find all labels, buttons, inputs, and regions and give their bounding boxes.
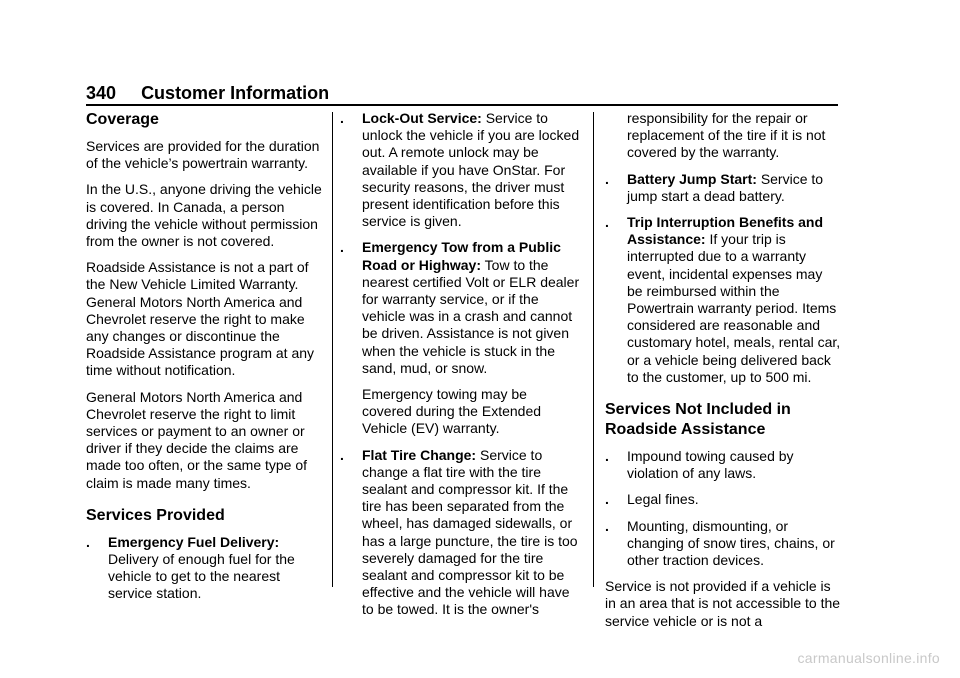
item-lead: Emergency Fuel Delivery: (108, 533, 280, 550)
item-text: Legal fines. (627, 491, 699, 508)
item-lead: Trip Interruption Benefits and Assistance: (627, 214, 824, 248)
header-rule (86, 104, 838, 106)
bullet: . (605, 214, 609, 231)
services-list (605, 171, 841, 386)
item-text: Tow to the nearest certified Volt or ELR dealer for warranty service, or if the vehicle was in a crash and cannot be driven. Assistance is not given when the vehicle is stuck in the sand, mud, or snow. (362, 256, 580, 376)
list-item (605, 518, 841, 570)
item-lead: Emergency Tow from a Public Road or Highway: (362, 239, 561, 273)
page-number: 340 (86, 83, 117, 103)
item-text: Service to change a flat tire with the tire sealant and compressor kit. If the tire has been separated from the wheel, has damaged sidewalls, or has a large puncture, the tire is too severely damaged for the tire sealant and compressor kit to be effective and the vehicle will have to be towed. It is the owner's (362, 446, 578, 618)
list-item (340, 447, 580, 619)
not-included-list (605, 448, 841, 569)
coverage-paragraph: General Motors North America and Chevrolet reserve the right to limit services or payment to an owner or driver if they decide the claims are made too often, or the same type of claim is made many times. (86, 388, 308, 491)
bullet: . (605, 517, 609, 534)
list-item (605, 214, 841, 386)
bullet: . (340, 239, 344, 256)
list-item (86, 534, 322, 603)
bullet: . (86, 533, 90, 550)
item-text: If your trip is interrupted due to a warranty event, incidental expenses may be reimbursed within the Powertrain warranty period. Items considered are reasonable and customary hotel, meals, rental car, or a vehicle being delivered back to the customer, up to 500 mi. (627, 231, 841, 385)
bullet: . (340, 110, 344, 126)
list-item (340, 110, 580, 230)
services-list (340, 110, 580, 619)
item-text: Impound towing caused by violation of any laws. (627, 448, 794, 482)
column-3 (605, 110, 841, 639)
coverage-paragraph: Services are provided for the duration of the vehicle’s powertrain warranty. (86, 138, 320, 172)
item-text: Mounting, dismounting, or changing of snow tires, chains, or other traction devices. (627, 517, 835, 569)
coverage-heading: Coverage (86, 111, 159, 128)
coverage-paragraph: Roadside Assistance is not a part of the New Vehicle Limited Warranty. General Motors North America and Chevrolet reserve the right to make any changes or discontinue the Roadside Assistance program at any time without notification. (86, 259, 315, 379)
section-title: Customer Information (141, 83, 330, 103)
column-2 (340, 110, 580, 628)
services-provided-heading: Services Provided (86, 506, 225, 524)
list-item (605, 448, 841, 482)
column-1 (86, 110, 322, 612)
bullet: . (340, 446, 344, 463)
bullet: . (605, 170, 609, 187)
list-item (605, 491, 841, 508)
final-paragraph: Service is not provided if a vehicle is in an area that is not accessible to the service vehicle or is not a (605, 578, 841, 629)
item-text: Delivery of enough fuel for the vehicle to get to the nearest service station. (108, 551, 295, 602)
list-item (605, 171, 841, 205)
item-lead: Lock-Out Service: (362, 110, 482, 126)
item-lead: Flat Tire Change: (362, 446, 477, 463)
column-divider-1 (332, 112, 333, 587)
continued-text: responsibility for the repair or replacement of the tire if it is not covered by the warranty. (627, 110, 826, 161)
services-list (86, 534, 322, 603)
list-item (340, 239, 580, 437)
bullet: . (605, 448, 609, 465)
watermark: carmanualsonline.info (797, 650, 940, 666)
item-lead: Battery Jump Start: (627, 170, 757, 187)
item-note: Emergency towing may be covered during the Extended Vehicle (EV) warranty. (362, 386, 542, 437)
column-divider-2 (593, 112, 594, 587)
bullet: . (605, 491, 609, 508)
coverage-paragraph: In the U.S., anyone driving the vehicle is covered. In Canada, a person driving the vehicle without permission from the owner is not covered. (86, 181, 322, 250)
item-text: Service to jump start a dead battery. (627, 170, 824, 204)
page-header (86, 82, 836, 104)
item-text: Service to unlock the vehicle if you are locked out. A remote unlock may be available if you have OnStar. For security reasons, the driver must present identification before this service is given. (362, 110, 580, 230)
not-included-heading: Services Not Included in Roadside Assistance (605, 401, 791, 439)
